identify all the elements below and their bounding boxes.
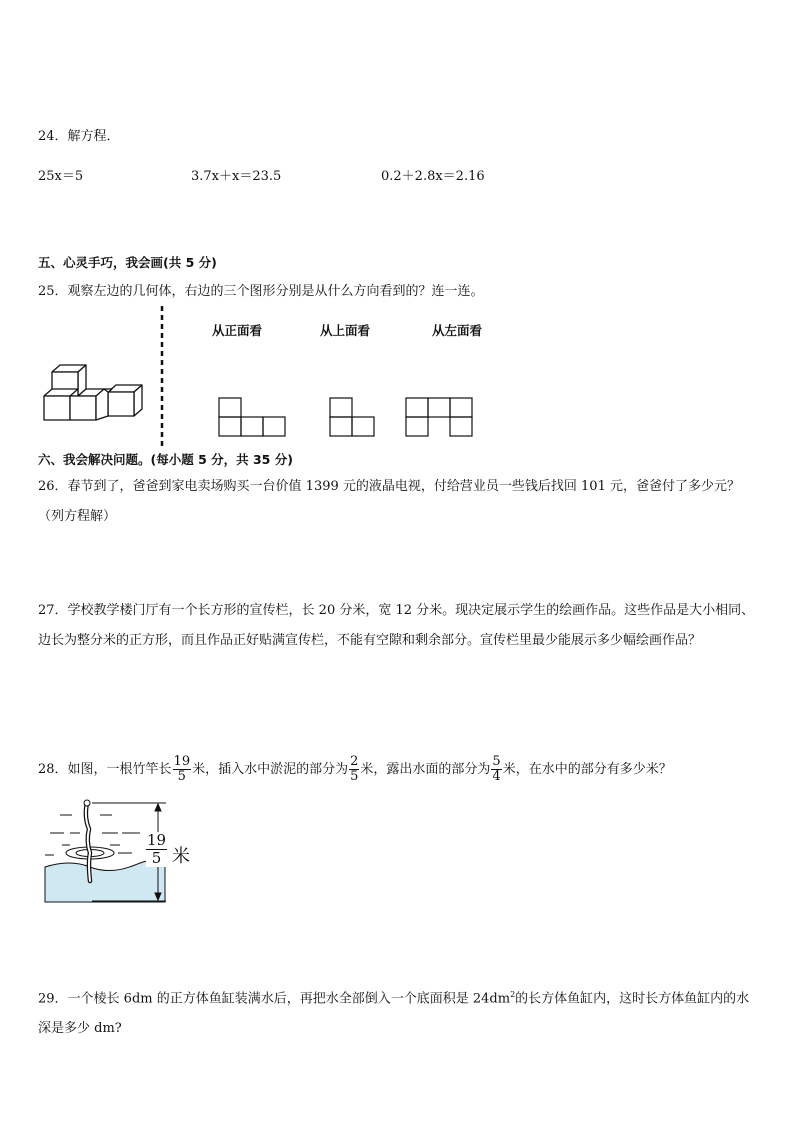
- section-6-heading: 六、我会解决问题。(每小题 5 分，共 35 分): [38, 452, 293, 467]
- q25-text: 25．观察左边的几何体，右边的三个图形分别是从什么方向看到的？连一连。: [38, 284, 484, 299]
- q25-view-front-label: 从正面看: [212, 323, 263, 338]
- q28-fraction-mud-denominator: 5: [350, 769, 359, 784]
- q25-solid-figure: [40, 362, 150, 432]
- q29-text-part-1: 29．一个棱长 6dm 的正方体鱼缸装满水后，再把水全部倒入一个底面积是 24dm: [38, 991, 511, 1007]
- q28-text-part-1: 28．如图，一根竹竿长: [38, 762, 172, 777]
- section-5-heading: 五、心灵手巧，我会画(共 5 分): [38, 255, 217, 270]
- q28-fraction-above-numerator: 5: [492, 754, 501, 769]
- q29-text: [38, 980, 760, 1044]
- q29-superscript: 2: [510, 990, 516, 999]
- q27-text: 27．学校教学楼门厅有一个长方形的宣传栏，长 20 分米，宽 12 分米。现决定展示学生的绘画作品。这些作品是大小相同、边长为整分米的正方形，而且作品正好贴满宣传栏，不能有空隙和剩余部分。宣传栏里最少能展示多少幅绘画作品？: [38, 603, 755, 648]
- q25-dashed-divider: [160, 306, 164, 448]
- q28-figure-fraction-numerator: 19: [147, 831, 167, 849]
- q28-figure-fraction: [146, 832, 167, 867]
- q25-view-shape-3: [406, 398, 476, 438]
- q29-text-part-2: 的长方体鱼缸内，这时长方体鱼缸内的水深是多少 dm?: [38, 991, 750, 1037]
- q28-fraction-above-denominator: 4: [492, 769, 501, 784]
- q28-figure-unit: 米: [172, 846, 190, 867]
- q25-view-shape-1: [219, 398, 289, 438]
- q28-fraction-length: [173, 755, 192, 784]
- q28-fraction-mud: [349, 755, 359, 784]
- q28-fraction-above: [491, 755, 501, 784]
- q28-text: [38, 750, 672, 790]
- q28-text-part-2: 米，插入水中淤泥的部分为: [192, 762, 349, 777]
- q28-fraction-length-denominator: 5: [177, 769, 186, 784]
- q28-fraction-mud-numerator: 2: [350, 754, 359, 769]
- q25-view-shape-2: [330, 398, 380, 438]
- q24-equation-3: 0.2＋2.8x＝2.16: [381, 169, 485, 184]
- q25-view-left-label: 从左面看: [432, 323, 483, 338]
- q25-view-top-label: 从上面看: [320, 323, 371, 338]
- q28-figure-fraction-denominator: 5: [151, 849, 162, 867]
- q24-equation-2: 3.7x＋x＝23.5: [191, 169, 282, 184]
- q28-text-part-3: 米，露出水面的部分为: [360, 762, 491, 777]
- q24-equation-1: 25x＝5: [38, 169, 84, 184]
- q28-fraction-length-numerator: 19: [173, 754, 191, 769]
- q28-text-part-4: 米，在水中的部分有多少米？: [502, 762, 672, 777]
- q26-text: 26．春节到了，爸爸到家电卖场购买一台价值 1399 元的液晶电视，付给营业员一些钱后找回 101 元，爸爸付了多少元？（列方程解）: [38, 479, 740, 524]
- q24-title: 24．解方程．: [38, 129, 120, 144]
